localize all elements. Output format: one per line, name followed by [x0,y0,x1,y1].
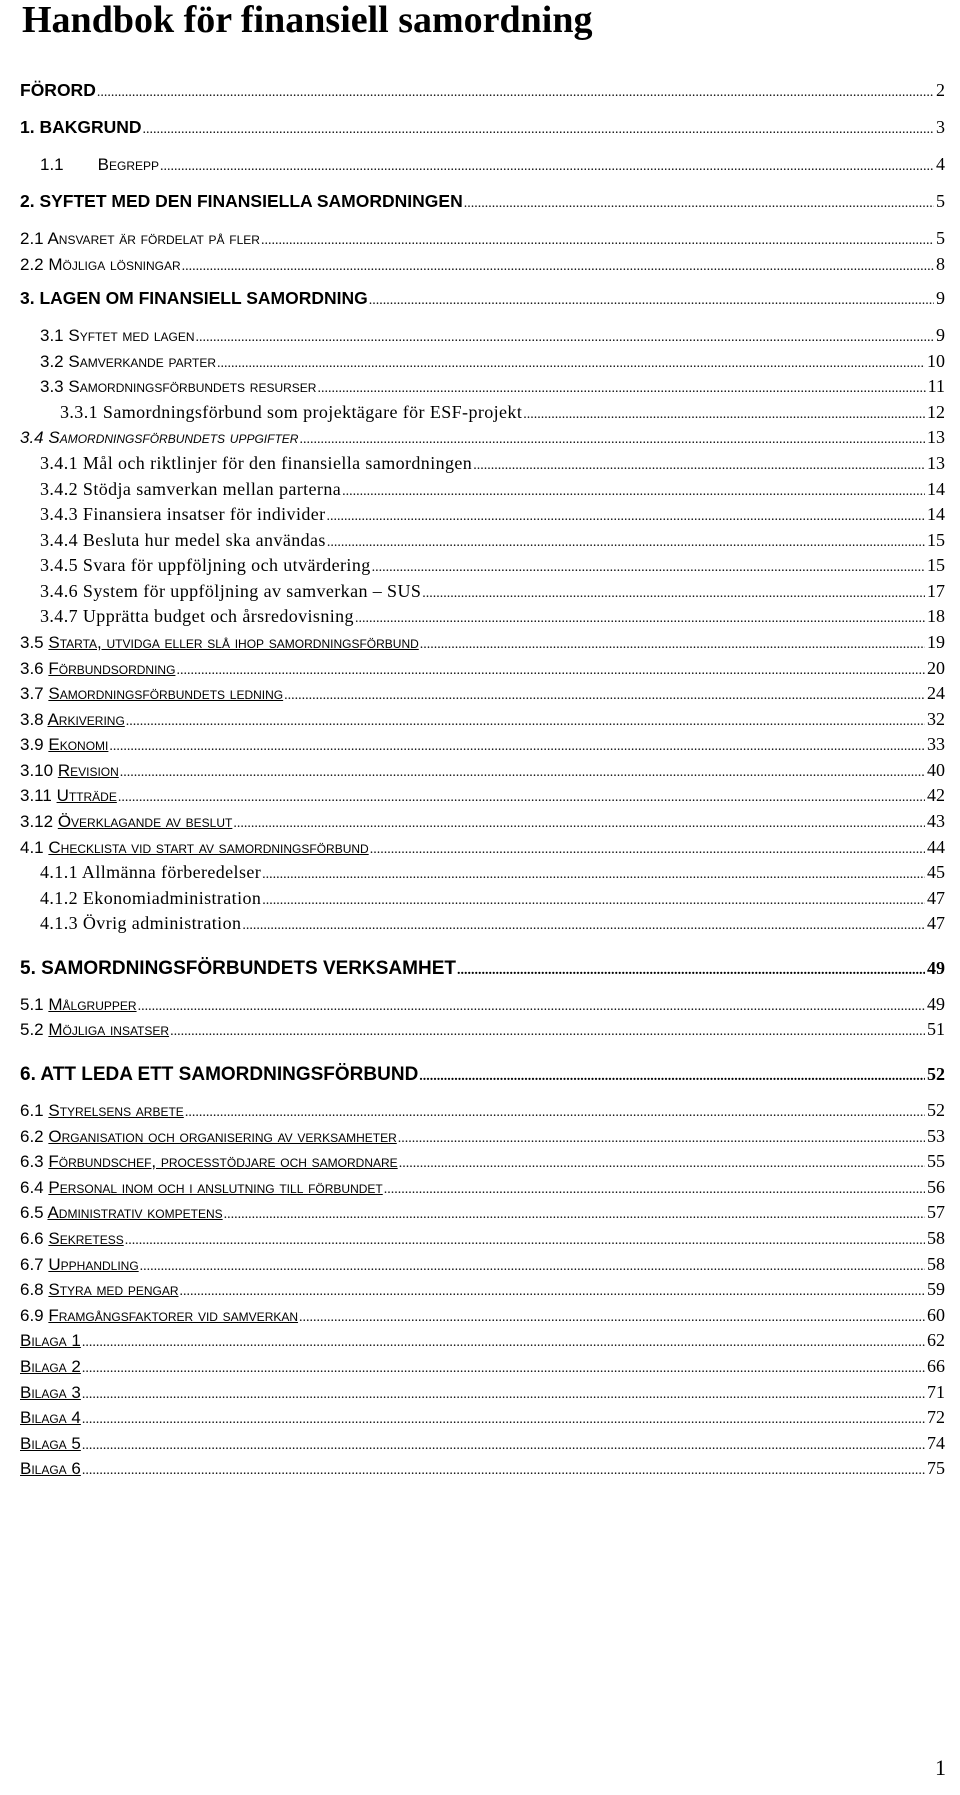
toc-entry-title: Utträde [56,786,117,805]
toc-entry-title: System för uppföljning av samverkan – SUS [82,581,422,601]
toc-entry-title: Revision [57,761,119,780]
toc-page-number: 17 [927,581,945,601]
toc-entry-number: 6.4 [20,1178,44,1197]
toc-entry-number: 3.10 [20,761,54,780]
toc-dot-leader [398,1127,925,1151]
toc-entry-title: Allmänna förberedelser [81,862,262,882]
toc-entry-title: Bilaga 2 [20,1357,81,1376]
toc-entry-number: 1. BAKGRUND [20,117,142,137]
toc-entry-number: 4.1.2 [40,888,78,908]
toc-entry-label [20,1176,383,1200]
toc-entry-number: 3.4.6 [40,581,78,601]
toc-page-number: 59 [927,1279,945,1299]
toc-entry-label [20,1061,418,1089]
toc-dot-leader [242,914,925,938]
toc-entry-label [20,253,181,277]
toc-entry[interactable] [20,78,945,102]
toc-entry-label [20,1355,81,1379]
toc-page-number: 42 [927,785,945,805]
toc-entry-number: 3.8 [20,710,44,729]
toc-entry[interactable] [20,1060,945,1088]
toc-entry-number: FÖRORD [20,80,96,100]
toc-page-number: 13 [927,453,945,473]
toc-entry[interactable] [20,1456,945,1480]
toc-page-number: 56 [927,1177,945,1197]
toc-entry-number: 3.12 [20,812,54,831]
toc-entry-number: 3.4.1 [40,453,78,473]
toc-entry-label [20,1150,398,1174]
toc-entry-number: 3.6 [20,659,44,678]
toc-dot-leader [420,633,925,657]
toc-entry-title: Starta, utvidga eller slå ihop samordningsförbund [48,633,419,652]
toc-dot-leader [523,403,925,427]
toc-entry[interactable] [20,732,945,756]
toc-page-number: 12 [927,402,945,422]
toc-entry-label [20,810,232,834]
toc-dot-leader [422,582,925,606]
toc-entry[interactable] [40,349,945,373]
toc-page-number: 13 [927,427,945,447]
toc-entry-title: Samverkande parter [68,352,217,371]
toc-page-number: 5 [936,228,945,248]
toc-entry-number: 3.4.4 [40,530,78,550]
toc-entry-number: 1.1 [40,155,64,174]
toc-page-number: 33 [927,734,945,754]
toc-entry-title: Samordningsförbundets resurser [68,377,317,396]
toc-entry-label [20,993,137,1017]
toc-entry-title: Samordningsförbundets ledning [48,684,284,703]
toc-entry-number: 6.8 [20,1280,44,1299]
toc-dot-leader [109,735,925,759]
toc-entry[interactable] [20,1149,945,1173]
toc-entry-title: Bilaga 1 [20,1331,81,1350]
toc-page-number: 71 [927,1382,945,1402]
toc-entry-label [20,759,119,783]
toc-entry-label [20,1253,139,1277]
toc-entry-title: Övrig administration [82,913,242,933]
toc-entry-label [40,477,341,501]
toc-entry-title: Checklista vid start av samordningsförbund [48,838,369,857]
toc-page-number: 14 [927,479,945,499]
toc-entry[interactable] [20,835,945,859]
toc-entry-title: Personal inom och i anslutning till förbundet [48,1178,383,1197]
toc-entry-title: Samordningsförbund som projektägare för ESF-projekt [102,402,523,422]
toc-page-number: 49 [927,994,945,1014]
toc-entry-number: 2.2 [20,255,44,274]
toc-entry-label [20,1457,81,1481]
toc-dot-leader [217,352,925,376]
toc-dot-leader [369,289,934,313]
toc-dot-leader [82,1434,925,1458]
toc-entry-title: Möjliga lösningar [48,255,181,274]
toc-entry-title: Styrelsens arbete [48,1101,184,1120]
toc-entry-number: 3.4.3 [40,504,78,524]
toc-entry-number: 3.5 [20,633,44,652]
toc-entry-title: Arkivering [47,710,125,729]
toc-entry-number: 3.4.5 [40,555,78,575]
toc-page-number: 18 [927,606,945,626]
toc-entry-label [20,1381,81,1405]
toc-entry-number: 5.1 [20,995,44,1014]
toc-entry-number: 6.3 [20,1152,44,1171]
toc-entry-number: 3.2 [40,352,64,371]
toc-entry-title: Upphandling [48,1255,139,1274]
toc-entry-number: 4.1 [20,838,44,857]
toc-entry-label [40,528,326,552]
toc-entry[interactable] [40,477,945,501]
toc-entry-title: Syftet med lagen [68,326,195,345]
toc-entry-label [40,375,316,399]
toc-page-number: 14 [927,504,945,524]
toc-page-number: 2 [936,80,945,100]
document-title: Handbok för finansiell samordning [22,0,593,41]
toc-entry[interactable] [20,1303,945,1327]
toc-entry-title: Förbundschef, processtödjare och samordnare [48,1152,398,1171]
toc-entry[interactable] [20,1175,945,1199]
toc-page-number: 60 [927,1305,945,1325]
toc-entry[interactable] [20,783,945,807]
toc-entry[interactable] [40,911,945,935]
toc-entry-title: Besluta hur medel ska användas [82,530,326,550]
toc-entry-number: 6.9 [20,1306,44,1325]
toc-page-number: 47 [927,888,945,908]
toc-dot-leader [299,1306,925,1330]
toc-entry-title: Ekonomiadministration [82,888,262,908]
toc-page-number: 58 [927,1254,945,1274]
toc-entry[interactable] [20,954,945,982]
toc-entry-title: Stödja samverkan mellan parterna [82,479,342,499]
toc-entry-number: 5. SAMORDNINGSFÖRBUNDETS VERKSAMHET [20,958,456,979]
toc-entry[interactable] [40,528,945,552]
toc-page-number: 75 [927,1458,945,1478]
toc-dot-leader [160,155,934,179]
toc-dot-leader [170,1020,925,1044]
toc-dot-leader [355,607,925,631]
toc-dot-leader [185,1101,925,1125]
toc-entry-title: Bilaga 3 [20,1383,81,1402]
toc-entry[interactable] [20,1405,945,1429]
toc-entry-label [20,733,108,757]
toc-dot-leader [464,192,934,216]
toc-entry-number: 2.1 [20,229,44,248]
toc-entry-label [20,784,117,808]
toc-entry[interactable] [20,758,945,782]
toc-entry[interactable] [60,400,945,424]
toc-page-number: 53 [927,1126,945,1146]
toc-entry[interactable] [40,323,945,347]
toc-entry[interactable] [20,1328,945,1352]
toc-entry[interactable] [20,809,945,833]
toc-entry-title: Framgångsfaktorer vid samverkan [48,1306,299,1325]
toc-entry-number: 3.4.2 [40,479,78,499]
toc-dot-leader [370,838,925,862]
toc-entry-title: Ekonomi [48,735,109,754]
toc-entry[interactable] [20,1226,945,1250]
toc-entry-label [20,836,369,860]
toc-entry-number: 3.3.1 [60,402,98,422]
toc-dot-leader [125,1229,925,1253]
toc-dot-leader [327,505,925,529]
toc-entry-title: Begrepp [97,155,159,174]
toc-page-number: 40 [927,760,945,780]
toc-entry-number: 3.11 [20,786,52,805]
toc-page-number: 49 [927,958,945,978]
toc-page-number: 58 [927,1228,945,1248]
toc-dot-leader [82,1331,925,1355]
toc-entry-label [40,604,354,628]
toc-entry-number: 3.1 [40,326,64,345]
toc-page-number: 11 [927,376,945,396]
toc-entry-label [20,1227,124,1251]
toc-dot-leader [180,1280,925,1304]
toc-entry-number: 3.3 [40,377,64,396]
toc-dot-leader [182,255,934,279]
toc-dot-leader [384,1178,925,1202]
toc-entry-title: Administrativ kompetens [47,1203,223,1222]
toc-entry-title: Ansvaret är fördelat på fler [47,229,260,248]
toc-entry-label [20,1018,169,1042]
toc-entry-title: Överklagande av beslut [57,812,233,831]
toc-entry-title: Möjliga insatser [48,1020,170,1039]
toc-page-number: 55 [927,1151,945,1171]
toc-entry[interactable] [20,1380,945,1404]
toc-entry-title: Bilaga 6 [20,1459,81,1478]
toc-entry[interactable] [20,252,945,276]
toc-entry[interactable] [20,226,945,250]
toc-entry[interactable] [20,115,945,139]
toc-dot-leader [473,454,925,478]
toc-dot-leader [82,1357,925,1381]
toc-page-number: 44 [927,837,945,857]
toc-entry[interactable] [40,886,945,910]
toc-entry-number: 6.1 [20,1101,44,1120]
toc-entry-number: 3.9 [20,735,44,754]
toc-entry-label [20,227,260,251]
toc-entry-number: 6.2 [20,1127,44,1146]
toc-entry-title: Sekretess [48,1229,124,1248]
toc-page-number: 52 [927,1064,945,1084]
toc-dot-leader [126,710,925,734]
toc-entry-label [60,400,522,424]
toc-page-number: 74 [927,1433,945,1453]
toc-dot-leader [196,326,934,350]
toc-dot-leader [457,957,925,985]
toc-page-number: 66 [927,1356,945,1376]
toc-entry-label [20,78,96,102]
toc-entry-label [40,579,421,603]
toc-dot-leader [299,428,925,452]
toc-entry-number: 3.4.7 [40,606,78,626]
toc-entry-number: 4.1.3 [40,913,78,933]
toc-entry[interactable] [20,189,945,213]
toc-entry[interactable] [40,502,945,526]
toc-page-number: 24 [927,683,945,703]
toc-entry-number: 6.7 [20,1255,44,1274]
toc-page-number: 43 [927,811,945,831]
toc-page-number: 3 [936,117,945,137]
toc-page-number: 9 [936,288,945,308]
toc-dot-leader [120,761,925,785]
toc-dot-leader [233,812,925,836]
toc-entry-number: 6.6 [20,1229,44,1248]
toc-entry-label [40,451,472,475]
toc-entry[interactable] [20,656,945,680]
toc-dot-leader [262,863,925,887]
toc-entry[interactable] [20,707,945,731]
toc-page-number: 57 [927,1202,945,1222]
toc-entry-number: 3.4 [20,428,44,447]
toc-entry-number: 4.1.1 [40,862,78,882]
toc-dot-leader [342,480,925,504]
toc-page-number: 32 [927,709,945,729]
toc-entry[interactable] [20,1124,945,1148]
toc-page-number: 45 [927,862,945,882]
toc-entry-label [20,426,298,450]
toc-entry[interactable] [20,1017,945,1041]
toc-dot-leader [118,786,925,810]
toc-page-number: 20 [927,658,945,678]
toc-entry[interactable] [20,1431,945,1455]
toc-entry-label [20,1406,81,1430]
toc-entry-title: Upprätta budget och årsredovisning [82,606,354,626]
toc-page-number: 5 [936,191,945,211]
toc-entry-label [40,553,371,577]
toc-entry[interactable] [40,374,945,398]
toc-entry-number: 6. ATT LEDA ETT SAMORDNINGSFÖRBUND [20,1064,419,1085]
toc-entry-title: Förbundsordning [48,659,176,678]
toc-entry[interactable] [40,451,945,475]
toc-entry-title: Mål och riktlinjer för den finansiella samordningen [82,453,473,473]
toc-entry[interactable] [40,553,945,577]
toc-page-number: 47 [927,913,945,933]
toc-entry-number: 3.7 [20,684,44,703]
toc-dot-leader [176,659,925,683]
toc-page-number: 15 [927,555,945,575]
toc-entry-title: Bilaga 4 [20,1408,81,1427]
toc-entry-label [20,1125,397,1149]
toc-entry-label [40,860,261,884]
toc-entry-label [20,115,142,139]
toc-dot-leader [317,377,925,401]
toc-entry-label [20,1278,179,1302]
toc-entry[interactable] [20,1200,945,1224]
toc-entry-title: Styra med pengar [48,1280,179,1299]
toc-entry-title: Svara för uppföljning och utvärdering [82,555,371,575]
toc-dot-leader [97,81,934,105]
toc-entry-number: 2. SYFTET MED DEN FINANSIELLA SAMORDNINGEN [20,191,463,211]
toc-entry-label [40,350,216,374]
toc-entry-label [20,955,456,983]
toc-dot-leader [399,1152,925,1176]
toc-page-number: 51 [927,1019,945,1039]
toc-entry[interactable] [20,286,945,310]
toc-entry-label [20,1201,223,1225]
toc-entry[interactable] [20,681,945,705]
toc-entry[interactable] [40,579,945,603]
toc-entry-label [40,911,241,935]
toc-entry-label [20,631,419,655]
toc-entry[interactable] [20,630,945,654]
toc-dot-leader [419,1063,925,1091]
toc-entry-label [20,657,175,681]
toc-page-number: 15 [927,530,945,550]
toc-page-number: 4 [936,154,945,174]
toc-dot-leader [82,1383,925,1407]
toc-entry[interactable] [20,1098,945,1122]
toc-page-number: 19 [927,632,945,652]
toc-entry-label [40,886,261,910]
toc-dot-leader [372,556,925,580]
toc-dot-leader [262,889,925,913]
toc-page-number: 62 [927,1330,945,1350]
toc-entry-label [20,708,125,732]
toc-entry-title: Organisation och organisering av verksamheter [48,1127,397,1146]
toc-dot-leader [82,1408,925,1432]
toc-entry-label [40,153,159,177]
toc-entry-label [20,189,463,213]
toc-entry-title: Samordningsförbundets uppgifter [48,428,299,447]
toc-page-number: 8 [936,254,945,274]
toc-entry-label [20,1099,184,1123]
toc-dot-leader [138,995,925,1019]
toc-entry[interactable] [20,425,945,449]
toc-dot-leader [261,229,934,253]
toc-entry-label [20,1329,81,1353]
toc-entry[interactable] [20,1277,945,1301]
toc-entry-label [20,1432,81,1456]
toc-dot-leader [82,1459,925,1483]
toc-entry[interactable] [40,152,945,176]
toc-entry-number: 6.5 [20,1203,44,1222]
toc-page-number: 10 [927,351,945,371]
toc-page-number: 52 [927,1100,945,1120]
toc-dot-leader [140,1255,925,1279]
toc-entry-number: 5.2 [20,1020,44,1039]
toc-page-number: 9 [936,325,945,345]
toc-dot-leader [284,684,925,708]
toc-entry[interactable] [40,860,945,884]
toc-entry[interactable] [20,992,945,1016]
toc-entry-label [20,1304,298,1328]
toc-entry-label [20,286,368,310]
toc-entry-title: Målgrupper [48,995,137,1014]
toc-dot-leader [143,118,934,142]
toc-entry[interactable] [20,1354,945,1378]
toc-dot-leader [327,531,925,555]
toc-entry[interactable] [40,604,945,628]
toc-entry-label [20,682,283,706]
toc-entry-label [40,324,195,348]
page-number: 1 [935,1755,946,1780]
toc-entry-title: Bilaga 5 [20,1434,81,1453]
toc-entry[interactable] [20,1252,945,1276]
toc-dot-leader [224,1203,925,1227]
toc-page-number: 72 [927,1407,945,1427]
toc-entry-number: 3. LAGEN OM FINANSIELL SAMORDNING [20,288,368,308]
toc-entry-title: Finansiera insatser för individer [82,504,326,524]
toc-entry-label [40,502,326,526]
